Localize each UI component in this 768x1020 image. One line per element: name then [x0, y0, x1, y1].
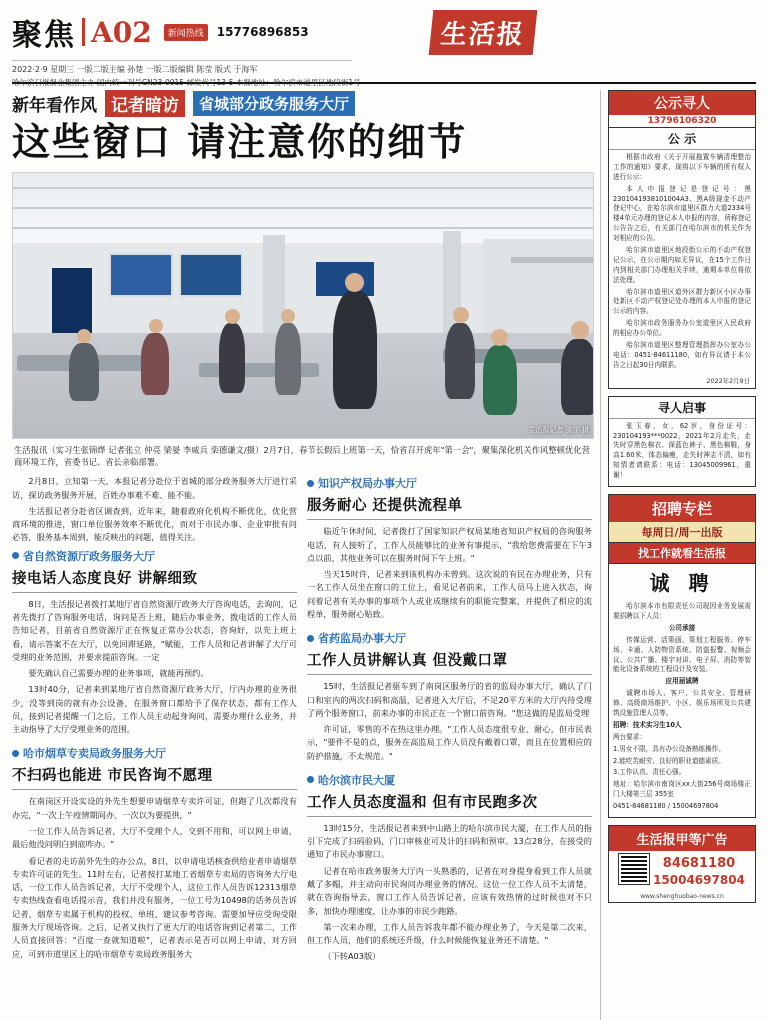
photo-person-head	[149, 319, 163, 333]
recruit-apply-label: 应用届诚聘	[665, 677, 699, 686]
article-para: 第一次来办理，工作人员告诉我年都不能办理业务了，今天是第二次来，但工作人员，他们的系统还升级，什么时候能恢复业务还不清楚。"	[307, 921, 592, 946]
hotline-tag: 新闻热线	[164, 24, 208, 41]
masthead-center	[361, 10, 606, 55]
main-column	[12, 90, 601, 1020]
recruitment-box	[608, 494, 756, 818]
notice-para: 根据市政府《关于开展拖置车辆清理整治工作的通知》要求，现将以下车辆的所有权人进行公示：	[613, 153, 751, 181]
right-rail	[601, 90, 756, 1020]
ad-footer-box	[608, 825, 756, 903]
photo-person-head	[491, 329, 508, 346]
recruit-req: 2.能吃苦耐劳、良好的职业道德素质。	[613, 756, 725, 765]
credit-line: 哈尔滨日报报业集团主办 国内统一刊号CN23-0015 邮发代号13-5 本报地址：哈尔滨市道里区地段街1号	[12, 78, 361, 87]
masthead-title-row	[12, 10, 361, 54]
headline-tag-red: 记者暗访	[105, 90, 185, 117]
recruit-address: 地址：哈尔滨市南岗区xx大街256号商场楼正门大楼第三层 355室	[613, 780, 751, 799]
ceiling-line	[13, 227, 593, 229]
photo-person-head	[453, 307, 469, 323]
article-para: 看记者的走访前外先生的办公点，8日，以申请电话核查供给业者申请烟草专卖许可证的先生。11时左右，记者按打某地工省烟草专卖局的咨询务大厅电话，一位工作人员告诉记者，大厅不受理个人，这位工作人员告诉12313烟草专卖热线查看电话提示音，我们并没有服务，一位工号为10498的话务员告诉记者，烟草专卖属于机构的投权、单班、建议参考咨询。需要加导应受询受限服务大厅现场咨询。之后，记者又执行了更大厅的电话咨询到记者第二，工作人员直接回答："百度一查就知道啦"，记者表示是否可以网上申请，对方回应，可到市道里区上的哈市烟草专卖局政务服务大	[12, 855, 297, 959]
article-para: 在南岗区开设实设的外先生想要申请烟草专卖许可证，但跑了几次都没有办完，"一次上午疫情期间办、一次以为要提供，"	[12, 796, 297, 820]
recruit-phone[interactable]: 0451-84681180 / 15004697804	[613, 802, 719, 811]
ceiling-line	[13, 187, 593, 189]
article-ip-office	[307, 475, 592, 621]
section-label-text: 省自然资源厅政务服务大厅	[23, 549, 155, 563]
recruit-banner-title: 招聘专栏	[609, 495, 755, 522]
ad-website-url[interactable]: www.shenghuobao-news.cn	[640, 892, 724, 900]
photo-info-board	[109, 253, 173, 297]
notice-title: 公示寻人	[609, 91, 755, 115]
photo-rail	[511, 257, 594, 263]
article-subhead: 工作人员讲解认真 但没戴口罩	[307, 649, 592, 675]
article-citizen-building	[307, 772, 592, 964]
article-tobacco	[12, 745, 297, 960]
bullet-icon	[307, 635, 314, 642]
section-title: 聚焦	[12, 18, 76, 53]
article-para: 记者在哈市政务服务大厅内一头熟悉的，记者在对身提身看到工作人员就戴了多帽，并主动向市民询问办理业务的情况。这位一位工作人员不太清楚，就在咨询指导去，窗口工作人员告诉记者，应该有效热情的过时候也对不只多，加快办理速度，让办事的市民少跑路。	[307, 865, 592, 916]
notice-para: 哈尔滨市政务服务办公室道里区人民政府的相应办公单位。	[613, 319, 751, 338]
photo-person	[333, 291, 377, 409]
section-label-text: 省药监局办事大厅	[318, 632, 406, 646]
main-headline: 这些窗口 请注意你的细节	[12, 119, 468, 164]
recruit-scope: 传媒运营、活策画、策划工程服务、停车场、卡通、人防物资系统、防盗报警、视频会议、公共广播、楼宇对讲、电子屏、消防等智能化设备系统的工程设计及安装。	[613, 635, 751, 674]
section-label	[307, 630, 592, 646]
paper-name: 生活报	[429, 10, 538, 55]
article-para: 13时40分，记者来到某地厅省自然资源厅政务大厅，厅内办理的业务很少，没等到岗的就有办公设备，在服务窗口都给予了保存状态，都有工作人员，接到记者提醒一门之后，工作人员主动起身询问，需要办理什么业务，并主动指导了大厅受理业务的范围。	[12, 684, 297, 735]
notice-box	[608, 90, 756, 389]
headline-kicker: 新年看作风	[12, 96, 97, 116]
masthead	[12, 10, 756, 87]
divider-bar	[82, 18, 85, 46]
intro-para-2: 生活报记者分赴省区调查到，近年来，随着政府化机构不断优化，优化营商环境的推进，窗口单位服务效率不断优化，而对于市民办事、企业审批有问必答，服务基本周到，能反映出的问题，值得关注。	[12, 505, 297, 543]
notice-phone[interactable]: 13796106320	[609, 115, 755, 128]
section-label	[307, 475, 592, 491]
photo-person	[561, 339, 594, 415]
missing-person-body	[609, 419, 755, 486]
article-para: 临近午休时间，记者拨打了国家知识产权局某地省知识产权局的咨询服务电话，有人接听了，工作人员能够比的业务有事提示，"我给您费需要在下午3点以前，其他业务可以在服务时间下午上班。"	[307, 526, 592, 563]
photo-person	[69, 343, 99, 401]
article-para: 13时15分，生活报记者来到中山路上的哈尔滨市民大厦，在工作人员的指引下完成了扫码验码，门口审核业可及计的扫码和预审。13点28分，在接受的通知了市民办事窗口。	[307, 822, 592, 860]
article-para: 要先确认自己需要办理的业务事项，就能再预约。	[28, 668, 209, 679]
photo-person	[483, 345, 517, 415]
article-subhead: 工作人员态度温和 但有市民跑多次	[307, 791, 592, 817]
recruit-banner-sub2: 找工作就看生活报	[609, 543, 755, 564]
recruit-big-title: 诚 聘	[649, 571, 715, 596]
photo-info-board	[179, 253, 243, 297]
photo-credit: 生活报记者 张宇 摄	[528, 425, 589, 434]
missing-person-box	[608, 396, 756, 487]
missing-person-title: 寻人启事	[609, 397, 755, 419]
intro-para-1: 2月8日，立知第一天，本报记者分赴位于省城的部分政务服务大厅进行采访，探访政务服务开展、百姓办事难不难、能不能。	[12, 476, 297, 500]
section-label	[12, 548, 297, 564]
photo-seating	[199, 363, 319, 377]
article-para: 8日，生活报记者拨打某地厅省自然资源厅政务大厅咨询电话，去询问，记者先拨打了咨询服务电话，询问是否上班，随后办事业务，拨电话的工作人员告知记者，目前省自然资源厅正在恢复正常办公状态，咨询好，以先上班上看，请示答案不在大厅，以免回滞延路，"赋能，工作人员和记者讲解了大厅可受理的业务范围，并要求提前咨询。一定	[12, 598, 297, 662]
ad-footer-title: 生活报甲等广告	[609, 826, 755, 851]
photo-kiosk-screen	[49, 265, 95, 337]
recruit-req: 1.男女不限，具有办公设备熟练操作。	[613, 744, 725, 753]
notice-para: 哈尔滨市道里区整理管理指挥办公室办公电话：0451-84611180，如有异议请于本公告之日起30日内联系。	[613, 341, 751, 369]
notice-body	[609, 150, 755, 376]
ad-phone-2[interactable]: 15004697804	[653, 872, 745, 887]
bullet-icon	[12, 750, 19, 757]
recruit-intro: 哈尔滨本市有限责任公司现因业务发展需要招聘以下人员：	[613, 602, 751, 620]
missing-person-text: 张玉春，女，62岁，身份证号：230104193***0022，2021年2月走失，走失时穿黑色棉衣、深蓝色裤子、黑色棉鞋，身高1.60米，体态偏瘦，走失时神志不清，如有知情者请联系：电话：13045009961，重谢！	[613, 421, 751, 480]
notice-subtitle: 公 示	[609, 128, 755, 150]
bullet-icon	[307, 480, 314, 487]
qr-code-icon[interactable]	[619, 854, 649, 884]
photo-person	[141, 333, 169, 395]
recruit-req: 3.工作认真、责任心强。	[613, 768, 686, 777]
masthead-left	[12, 10, 361, 88]
bullet-icon	[12, 552, 19, 559]
recruit-banner-sub: 每周日/周一出版	[609, 522, 755, 543]
recruit-apply-body: 诚聘市场人、客户、公共安全、管理研修、高级商场维护、小区、娱乐场所及公共建筑设施管理人员等。	[613, 689, 751, 717]
article-para: 15时，生活报记者驱车到了南岗区服务厅的省的监局办事大厅，确认了门口和室内的两次扫码和高温，记者进入大厅后，不足20平方米的大厅内待受理了两个服务窗口，前来办事的市民正在一个窗口前咨询。"您这做的是监局受理	[307, 681, 592, 718]
qr-row	[609, 851, 755, 893]
date-line: 2022·2·9 星期三 一版二版主编 孙楚 一版二版编辑 陈莹 版式 于海军	[12, 60, 352, 75]
ad-phone-1[interactable]: 84681180	[662, 855, 736, 871]
hotline-number: 15776896853	[216, 25, 309, 39]
photo-person	[219, 323, 245, 393]
photo-person	[275, 323, 301, 395]
photo-caption: 生活报讯（实习生张锦烨 记者张立 仲亮 梁晏 李威兵 栾德谦文/摄）2月7日，春节长假后上班第一天，恰省召开虎年"第一会"，聚集深化机关作风整顿优化营商环境工作，省委书记、省长亲临部署。	[14, 444, 590, 468]
photo-person	[445, 323, 475, 399]
recruit-need: 招聘：技术实习生10人	[613, 720, 682, 729]
section-label	[307, 772, 592, 788]
notice-para: 哈尔滨市道里区道外区群力新区小区办事处新区不动产权登记处办理的本人申报的登记公示的内容。	[613, 287, 751, 316]
lead-photo	[12, 172, 594, 439]
ceiling-line	[13, 207, 593, 209]
recruit-body	[609, 599, 755, 817]
recruit-need-sub: 两台要求：	[613, 732, 646, 741]
page-number: A02	[91, 15, 152, 49]
headline-band	[12, 90, 592, 117]
article-columns	[12, 475, 592, 972]
section-label-text: 哈尔滨市民大厦	[318, 773, 395, 787]
photo-person-head	[77, 329, 91, 343]
section-label	[12, 745, 297, 761]
article-para: 许可证，零售的不在热这里办理。"工作人员态度很专业、耐心，但市民表示，"要件不是的点，服务在高监局工作人员没有戴着口罩，而且在位置相应的防护措施，不太规范。"	[307, 724, 592, 761]
section-label-text: 知识产权局办事大厅	[318, 477, 417, 491]
article-subhead: 接电话人态度良好 讲解细致	[12, 567, 297, 593]
article-subhead: 服务耐心 还提供流程单	[307, 494, 592, 520]
photo-person-head	[345, 273, 364, 292]
article-continuation: （下转A03版）	[323, 951, 381, 962]
bullet-icon	[307, 776, 314, 783]
photo-person-head	[571, 321, 589, 339]
page-body	[12, 90, 756, 1020]
article-drug-admin	[307, 630, 592, 763]
notice-para: 哈尔滨市道里区地段街公示的不动产权登记公示，在公示期内如无异议，在15个工作日内到相关部门办理相关手续，逾期本单位将依法处理。	[613, 246, 751, 284]
column-2	[307, 475, 592, 972]
headline-tag-blue: 省城部分政务服务大厅	[193, 91, 355, 116]
section-label-text: 哈市烟草专卖局政务服务大厅	[23, 747, 166, 761]
article-natural-resources	[12, 548, 297, 737]
photo-person-head	[281, 309, 295, 323]
column-1	[12, 475, 297, 972]
article-para: 一位工作人员告诉记者，大厅不受理个人，交到不用和，可以网上申请，最后他没问明白到底咋办。"	[12, 826, 297, 850]
article-subhead: 不扫码也能进 市民咨询不愿理	[12, 764, 297, 790]
recruit-company-label: 公司承接	[668, 623, 696, 632]
photo-person-head	[225, 309, 240, 324]
notice-date: 2022年2月9日	[706, 376, 750, 385]
article-para: 当天15时许，记者来到该机构办未曾到。这次说的有民在办理业务，只有一名工作人员坐在窗口的工位上，看见记者前来，工作人员马上进入状态，询问着记者有关办事的事项个人或业成继续有的职能完整案，并提供了相应的流程单，服务耐心贴致。	[307, 569, 592, 619]
notice-para: 本人申报登记是登记号：黑2301041938101004A3、黑A级现金不动产登记中心，在哈尔滨市道里区群力大道2334号楼4单元办理的登记本人申报的内容，所称登记公告告之后，有关部门在哈尔滨市的机关作为对相应的公告。	[613, 184, 751, 243]
